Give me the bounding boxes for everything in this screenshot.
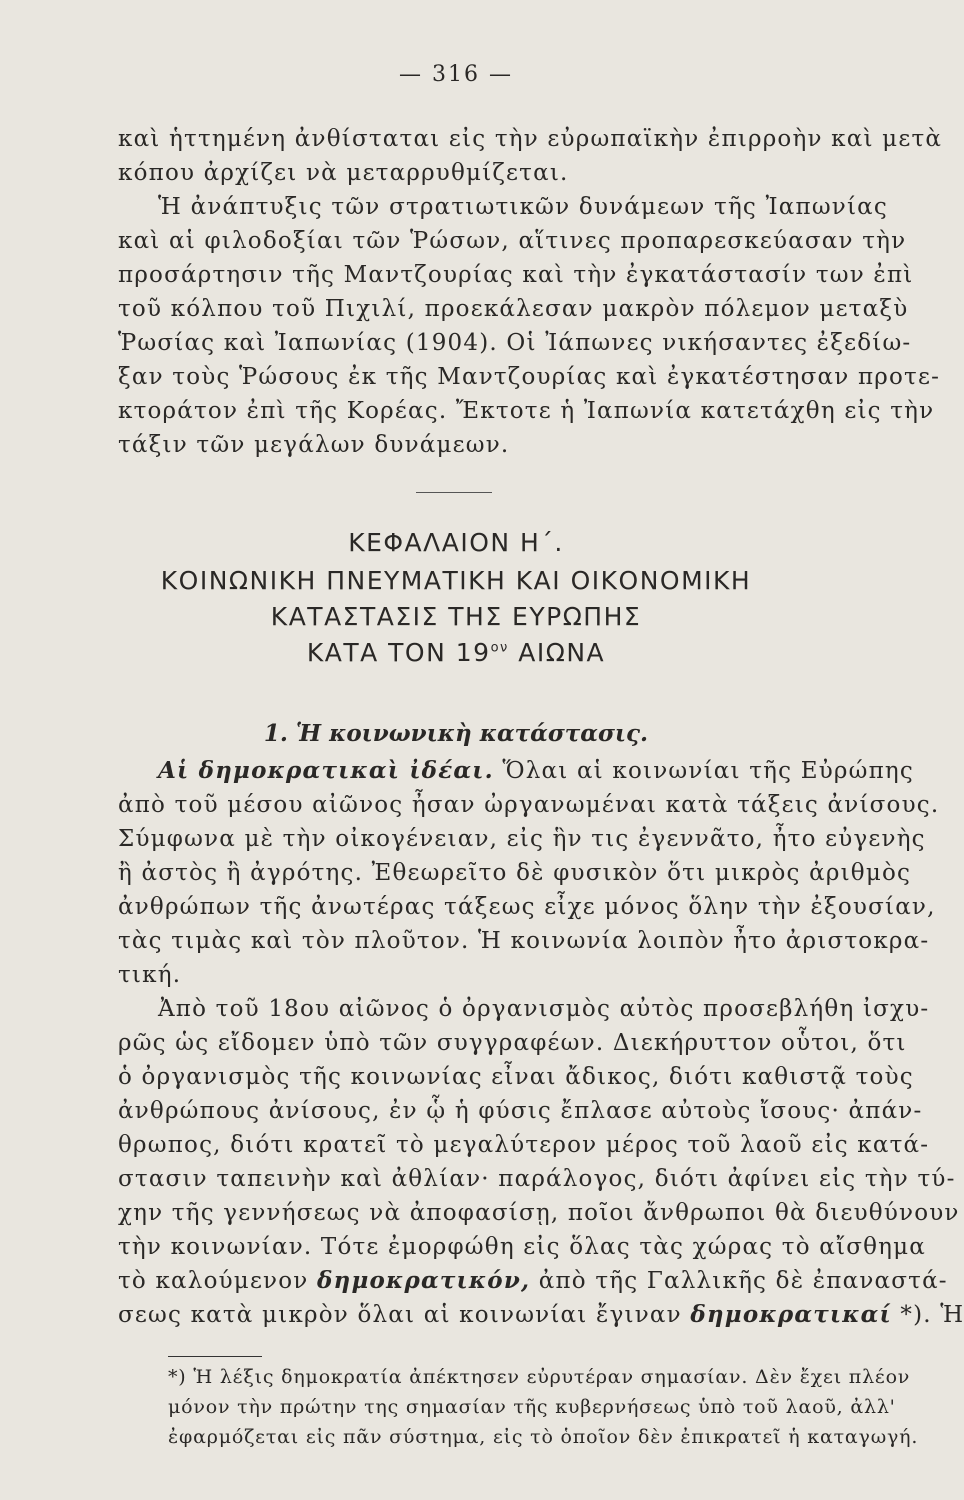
text-line: ρῶς ὡς εἴδομεν ὑπὸ τῶν συγγραφέων. Διεκήρυττον οὗτοι, ὅτι — [118, 1030, 907, 1056]
text-line: θρωπος, διότι κρατεῖ τὸ μεγαλύτερον μέρος τοῦ λαοῦ εἰς κατά- — [118, 1132, 930, 1158]
text-line: τοῦ κόλπου τοῦ Πιχιλί, προεκάλεσαν μακρὸν πόλεμον μεταξὺ — [118, 296, 909, 322]
text-line — [118, 1298, 964, 1332]
text-line: ἢ ἀστὸς ἢ ἀγρότης. Ἐθεωρεῖτο δὲ φυσικὸν ὅτι μικρὸς ἀριθμὸς — [118, 860, 912, 886]
chapter-title-text: ΑΙΩΝΑ — [508, 638, 606, 667]
paragraph-lead: Αἱ δημοκρατικαὶ ἰδέαι. — [158, 757, 494, 784]
text-line: τάξιν τῶν μεγάλων δυνάμεων. — [118, 432, 510, 458]
text-line: ὁ ὀργανισμὸς τῆς κοινωνίας εἶναι ἄδικος, διότι καθιστᾷ τοὺς — [118, 1064, 914, 1090]
text-line: στασιν ταπεινὴν καὶ ἀθλίαν· παράλογος, διότι ἀφίνει εἰς τὴν τύ- — [118, 1166, 956, 1192]
text-span: ἀπὸ τῆς Γαλλικῆς δὲ ἐπαναστά- — [530, 1268, 948, 1294]
footnote-line: μόνον τὴν πρώτην της σημασίαν τῆς κυβερνήσεως ὑπὸ τοῦ λαοῦ, ἀλλ' — [168, 1396, 896, 1418]
text-line: προσάρτησιν τῆς Μαντζουρίας καὶ τὴν ἐγκατάστασίν των ἐπὶ — [118, 262, 914, 288]
text-line: Ἀπὸ τοῦ 18ου αἰῶνος ὁ ὀργανισμὸς αὐτὸς προσεβλήθη ἰσχυ- — [158, 996, 930, 1022]
chapter-title-line: ΚΑΤΑΣΤΑΣΙΣ ΤΗΣ ΕΥΡΩΠΗΣ — [270, 602, 642, 631]
text-span: *). Ἡ — [891, 1302, 964, 1328]
text-line: Σύμφωνα μὲ τὴν οἰκογένειαν, εἰς ἣν τις ἐγεννᾶτο, ἦτο εὐγενὴς — [118, 826, 926, 852]
text-span: Ὅλαι αἱ κοινωνίαι τῆς Εὐρώπης — [493, 758, 914, 784]
chapter-title-line — [0, 638, 912, 667]
text-line: ἀνθρώπους ἀνίσους, ἐν ᾧ ἡ φύσις ἔπλασε αὐτοὺς ἴσους· ἀπάν- — [118, 1098, 923, 1124]
ordinal-superscript: ον — [490, 640, 509, 656]
page-number: — 316 — — [399, 62, 513, 87]
footnote-divider — [168, 1356, 262, 1357]
footnote — [168, 1362, 919, 1452]
text-line: κτοράτον ἐπὶ τῆς Κορέας. Ἔκτοτε ἡ Ἰαπωνία κατετάχθη εἰς τὴν — [118, 398, 935, 424]
text-line: καὶ αἱ φιλοδοξίαι τῶν Ῥώσων, αἵτινες προπαρεσκεύασαν τὴν — [118, 228, 907, 254]
text-line: ἀπὸ τοῦ μέσου αἰῶνος ἦσαν ὠργανωμέναι κατὰ τάξεις ἀνίσους. — [118, 792, 940, 818]
section-title: 1. Ἡ κοινωνικὴ κατάστασις. — [263, 720, 649, 747]
section-divider — [416, 492, 492, 493]
text-span: τὸ καλούμενον — [118, 1268, 317, 1294]
chapter-label: ΚΕΦΑΛΑΙΟΝ Η΄. — [348, 528, 564, 557]
text-line: καὶ ἡττημένη ἀνθίσταται εἰς τὴν εὐρωπαϊκὴν ἐπιρροὴν καὶ μετὰ — [118, 126, 943, 152]
text-line — [118, 1264, 948, 1298]
footnote-line: *) Ἡ λέξις δημοκρατία ἀπέκτησεν εὐρυτέραν σημασίαν. Δὲν ἔχει πλέον — [168, 1366, 911, 1388]
text-line: Ἡ ἀνάπτυξις τῶν στρατιωτικῶν δυνάμεων τῆς Ἰαπωνίας — [158, 194, 888, 220]
text-line: τὴν κοινωνίαν. Τότε ἐμορφώθη εἰς ὅλας τὰς χώρας τὸ αἴσθημα — [118, 1234, 927, 1260]
text-line: κόπου ἀρχίζει νὰ μεταρρυθμίζεται. — [118, 160, 569, 186]
text-line: ξαν τοὺς Ῥώσους ἐκ τῆς Μαντζουρίας καὶ ἐγκατέστησαν προτε- — [118, 364, 941, 390]
body-paragraphs — [118, 754, 964, 1332]
footnote-line: ἐφαρμόζεται εἰς πᾶν σύστημα, εἰς τὸ ὁποῖον δὲν ἐπικρατεῖ ἡ καταγωγή. — [168, 1426, 919, 1448]
chapter-title-text: ΚΑΤΑ ΤΟΝ 19 — [306, 638, 491, 667]
text-line: Ῥωσίας καὶ Ἰαπωνίας (1904). Οἱ Ἰάπωνες νικήσαντες ἐξεδίω- — [118, 330, 912, 356]
text-line: τική. — [118, 962, 182, 988]
emphasis-text: δημοκρατικόν, — [316, 1267, 531, 1294]
text-line: ἀνθρώπων τῆς ἀνωτέρας τάξεως εἶχε μόνος ὅλην τὴν ἐξουσίαν, — [118, 894, 936, 920]
text-line: τὰς τιμὰς καὶ τὸν πλοῦτον. Ἡ κοινωνία λοιπὸν ἦτο ἀριστοκρα- — [118, 928, 930, 954]
text-span: σεως κατὰ μικρὸν ὅλαι αἱ κοινωνίαι ἔγιναν — [118, 1302, 691, 1328]
text-line: χην τῆς γεννήσεως νὰ ἀποφασίσῃ, ποῖοι ἄνθρωποι θὰ διευθύνουν — [118, 1200, 960, 1226]
intro-paragraphs — [118, 122, 943, 462]
emphasis-text: δημοκρατικαί — [690, 1301, 892, 1328]
chapter-title-line: ΚΟΙΝΩΝΙΚΗ ΠΝΕΥΜΑΤΙΚΗ ΚΑΙ ΟΙΚΟΝΟΜΙΚΗ — [160, 566, 752, 595]
text-line — [118, 754, 914, 788]
